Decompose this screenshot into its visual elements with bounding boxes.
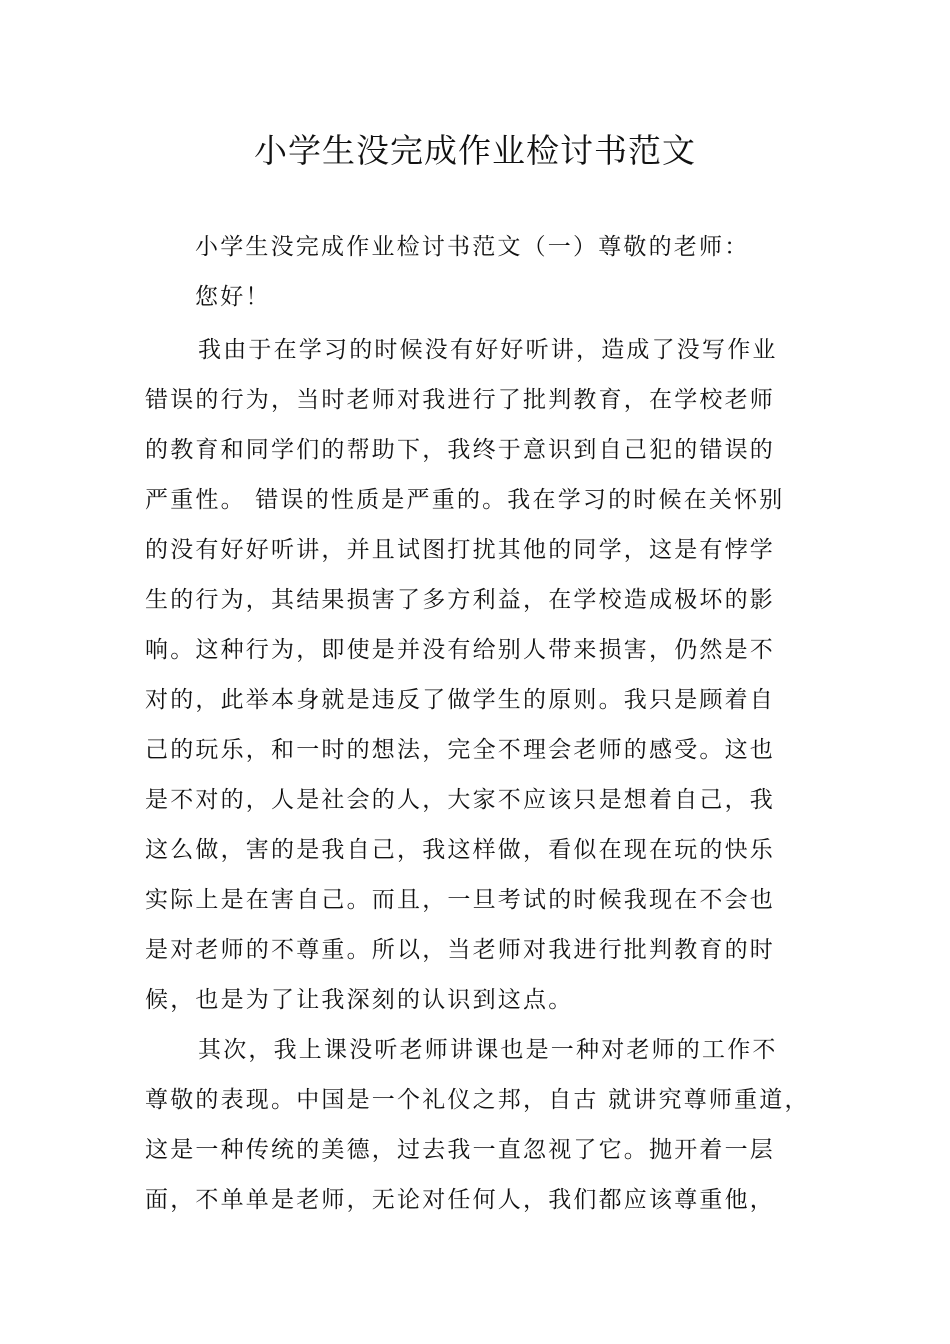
document-title: 小学生没完成作业检讨书范文 xyxy=(254,131,696,170)
text-line: 严重性。 错误的性质是严重的。我在学习的时候在关怀别 xyxy=(145,487,785,513)
text-line: 是对老师的不尊重。所以，当老师对我进行批判教育的时 xyxy=(145,937,775,963)
text-line: 响。这种行为，即使是并没有给别人带来损害，仍然是不 xyxy=(145,637,775,663)
text-line: 这是一种传统的美德，过去我一直忽视了它。抛开着一层 xyxy=(145,1137,775,1163)
text-line: 我由于在学习的时候没有好好听讲，造成了没写作业 xyxy=(198,337,778,363)
text-line: 其次，我上课没听老师讲课也是一种对老师的工作不 xyxy=(198,1037,778,1063)
text-line: 是不对的，人是社会的人，大家不应该只是想着自己，我 xyxy=(145,787,775,813)
text-line: 实际上是在害自己。而且，一旦考试的时候我现在不会也 xyxy=(145,887,775,913)
text-line: 己的玩乐，和一时的想法，完全不理会老师的感受。这也 xyxy=(145,737,775,763)
text-line: 错误的行为，当时老师对我进行了批判教育，在学校老师 xyxy=(145,387,775,413)
text-line: 生的行为，其结果损害了多方利益，在学校造成极坏的影 xyxy=(145,587,775,613)
text-line-greeting: 您好！ xyxy=(195,284,271,310)
text-line: 的没有好好听讲，并且试图打扰其他的同学，这是有悖学 xyxy=(145,537,775,563)
text-line: 尊敬的表现。中国是一个礼仪之邦，自古 就讲究尊师重道， xyxy=(145,1087,810,1113)
text-line: 这么做，害的是我自己，我这样做，看似在现在玩的快乐 xyxy=(145,837,775,863)
text-line: 候，也是为了让我深刻的认识到这点。 xyxy=(145,987,574,1013)
text-line: 对的，此举本身就是违反了做学生的原则。我只是顾着自 xyxy=(145,687,775,713)
text-line-heading: 小学生没完成作业检讨书范文（一）尊敬的老师： xyxy=(195,234,750,260)
text-line: 面，不单单是老师，无论对任何人，我们都应该尊重他， xyxy=(145,1187,775,1213)
text-line: 的教育和同学们的帮助下，我终于意识到自己犯的错误的 xyxy=(145,437,775,463)
